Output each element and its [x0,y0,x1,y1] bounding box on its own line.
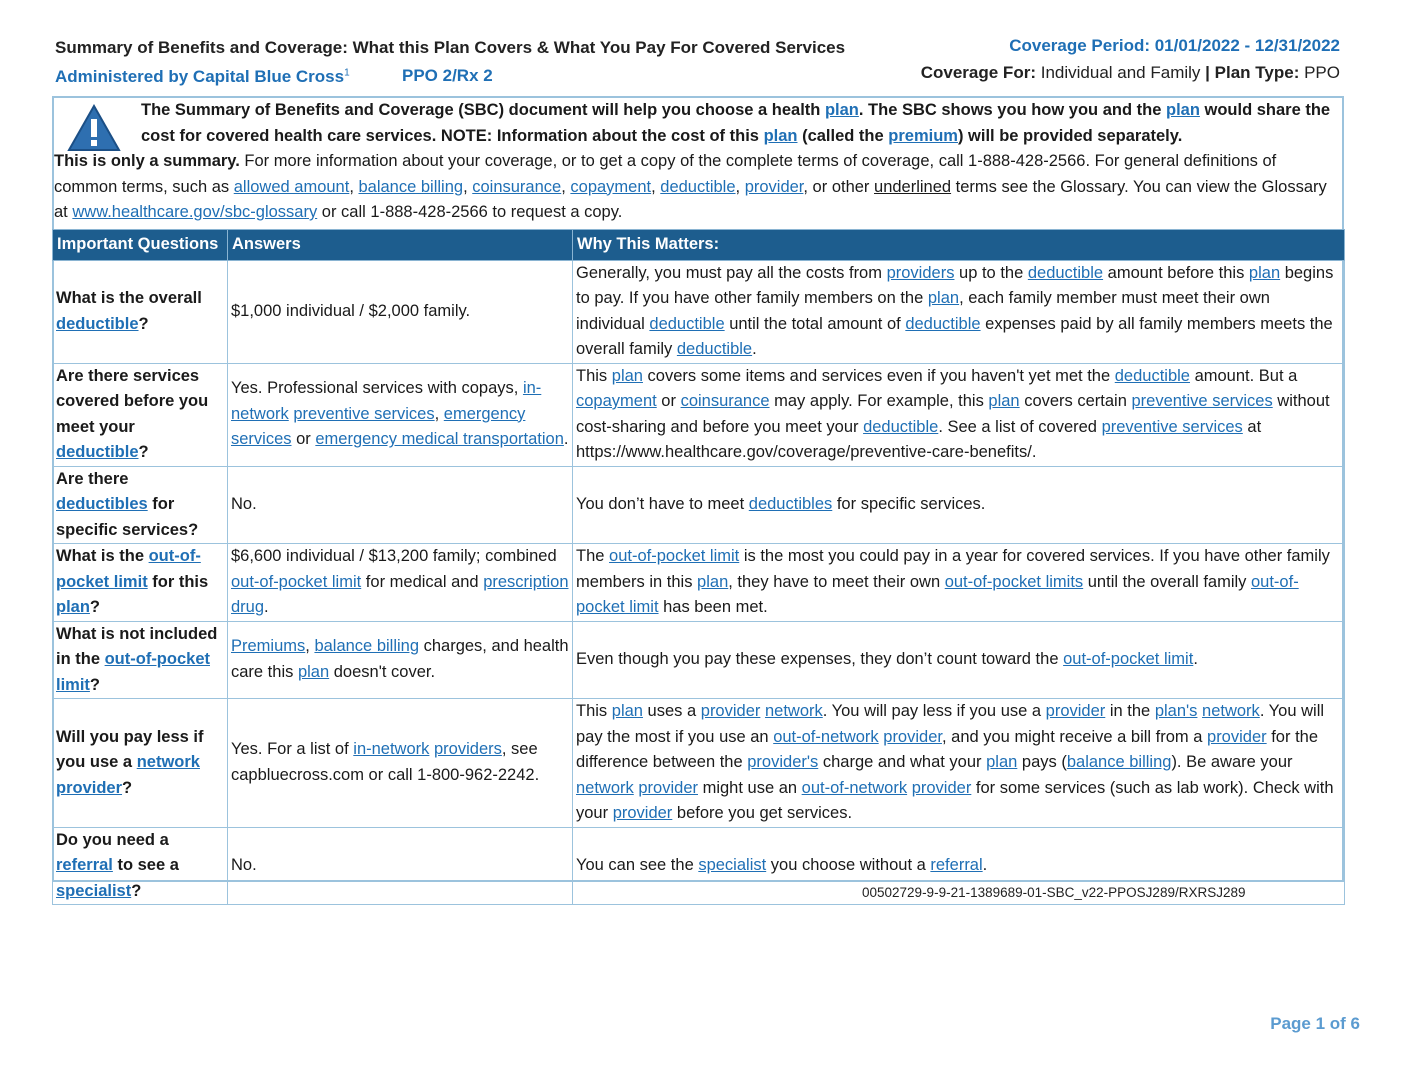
coverage-period: Coverage Period: 01/01/2022 - 12/31/2022 [1009,36,1340,55]
why-cell [573,466,1345,544]
cell-text: or [656,392,681,410]
glossary-term-link[interactable]: provider [700,702,761,720]
answer-cell [228,260,573,363]
footnote-marker: 1 [344,67,350,79]
why-cell [573,260,1345,363]
glossary-term-link[interactable]: plan [988,392,1020,410]
cell-text: . See a list of covered [938,417,1102,436]
cell-text: . [752,340,757,358]
glossary-term-link[interactable]: deductible [649,314,725,333]
glossary-term-link[interactable]: deductible [1114,366,1190,385]
glossary-term-link[interactable]: coinsurance [472,177,562,196]
glossary-term-link[interactable]: deductibles [56,495,148,513]
glossary-term-link[interactable]: network [1202,702,1260,720]
glossary-term-link[interactable]: allowed amount [233,177,350,196]
glossary-term-link[interactable]: plan [1248,263,1281,282]
glossary-term-link[interactable]: balance billing [358,177,464,196]
glossary-term-link[interactable]: out-of-pocket limits [944,572,1084,591]
glossary-term-link[interactable]: out-of-pocket limit [56,650,210,694]
cell-text: ? [122,778,133,797]
cell-text: ? [131,881,142,900]
question-cell [53,363,228,466]
glossary-term-link[interactable]: network [764,702,823,720]
cell-text: uses a [642,702,701,720]
glossary-term-link[interactable]: out-of-network [773,727,879,746]
glossary-term-link[interactable]: preventive services [1131,392,1273,410]
cell-text: No. [231,495,257,513]
glossary-term-link[interactable]: out-of-network [801,778,908,797]
glossary-term-link[interactable]: out-of-pocket limit [609,547,740,565]
cell-text: Generally, you must pay all the costs from [576,263,887,282]
column-header: Answers [228,230,573,261]
glossary-term-link[interactable]: network provider [56,753,200,797]
plan-code: PPO 2/Rx 2 [402,66,493,85]
plan-type-label: Plan Type: [1214,63,1300,82]
table-row [53,544,1345,622]
table-row [53,363,1345,466]
cell-text: The [576,547,610,565]
intro-text: . The SBC shows you how you and the [858,101,1166,119]
cell-text: No. [231,856,257,874]
cell-text: expenses paid by all family members meets the overall family [576,314,1333,358]
glossary-term-link[interactable]: plan's [1154,702,1198,720]
cell-text: covers certain [1019,392,1132,410]
glossary-term-link[interactable]: plan [297,662,330,681]
cell-text: covers some items and services even if you haven't yet met the [642,366,1115,385]
cell-text: Will you pay less if you use a [56,727,204,771]
answer-cell [228,363,573,466]
cell-text: What is not included in the [56,624,218,668]
glossary-term-link[interactable]: provider [1207,727,1267,746]
cell-text: This [576,702,612,720]
glossary-term-link[interactable]: plan [986,753,1018,771]
column-header: Why This Matters: [573,230,1345,261]
cell-text: might use an [698,778,802,797]
document-code: 00502729-9-9-21-1389689-01-SBC_v22-PPOSJ289/RXRSJ289 [862,885,1246,900]
cell-text: doesn't cover. [329,662,436,681]
cell-text: . You will pay less if you use a [822,702,1046,720]
cell-text: or [291,430,316,449]
cell-text: in the [1105,702,1155,720]
cell-text: You can see the [576,856,699,874]
glossary-url-link[interactable]: www.healthcare.gov/sbc-glossary [72,203,318,221]
important-questions-table [52,229,1345,905]
cell-text: Are there services covered before you meet your [56,366,209,436]
cell-text: , [434,404,444,423]
intro-text: (called the [797,126,889,145]
glossary-term-link[interactable]: plan [697,572,729,591]
glossary-term-link[interactable]: deductible [676,340,753,358]
table-row [53,466,1345,544]
cell-text: ? [89,598,101,616]
glossary-term-link[interactable]: out-of-pocket limit [576,572,1299,616]
table-row [53,260,1345,363]
cell-text: before you get services. [672,804,853,822]
intro-text: would share the cost for covered health care services. NOTE: Information about the cost of this [141,101,1331,145]
glossary-term-link[interactable]: prescription drug [231,572,569,616]
glossary-term-link[interactable]: balance billing [1066,753,1172,771]
question-cell [53,827,228,905]
cell-text: up to the [954,263,1028,282]
table-header-row [53,230,1345,261]
separator: | [1205,63,1210,82]
intro-notice [141,98,1336,149]
cell-text: Are there [56,469,129,488]
cell-text: ? [89,675,101,694]
glossary-term-link[interactable]: deductible [660,177,736,196]
cell-text: at https://www.healthcare.gov/coverage/preventive-care-benefits/. [576,417,1262,461]
glossary-term-link[interactable]: provider [1045,702,1106,720]
cell-text: . [982,856,988,874]
table-row [53,621,1345,699]
page-number: Page 1 of 6 [1270,1014,1360,1033]
cell-text: charges, and health care this [231,637,569,681]
why-cell [573,544,1345,622]
administrator-text: Administered by Capital Blue Cross [55,67,345,86]
cell-text: for specific services. [832,495,986,513]
cell-text: amount. But a [1189,366,1298,385]
intro-box [54,98,1342,229]
intro-text: , or other [803,177,875,196]
cell-text: for the difference between the [576,727,1319,771]
cell-text: may apply. For example, this [769,392,989,410]
question-cell [53,699,228,828]
coverage-for-value: Individual and Family [1040,63,1201,82]
intro-text: For more information about your coverage, or to get a copy of the complete terms of coverage, call 1-888-428-2566. For general definitions of common terms, such as [54,152,1277,196]
warning-triangle-icon [67,104,121,152]
intro-text: or call 1-888-428-2566 to request a copy. [317,203,623,221]
glossary-term-link[interactable]: provider [612,804,673,822]
cell-text: to see a [112,856,179,874]
cell-text: $6,600 individual / $13,200 family; combined [231,547,557,565]
glossary-term-link[interactable]: plan [927,289,960,307]
cell-text: You don’t have to meet [576,495,749,513]
cell-text: , they have to meet their own [728,572,945,591]
glossary-term-link[interactable]: specialist [56,881,132,900]
cell-text: $1,000 individual / $2,000 family. [231,301,471,320]
glossary-term-link[interactable]: specialist [698,856,767,874]
glossary-term-link[interactable]: out-of-pocket limit [56,547,201,591]
cell-text: pays ( [1017,753,1067,771]
cell-text: ? [138,314,149,333]
glossary-term-link[interactable]: provider [638,778,698,797]
glossary-term-link[interactable]: deductible [56,314,139,333]
glossary-term-link[interactable]: referral [56,856,113,874]
administrator-label [55,67,350,87]
glossary-term-link[interactable]: provider [744,177,804,196]
cell-text: until the total amount of [724,314,906,333]
underlined-word: underlined [874,177,952,196]
premium-link[interactable]: premium [888,126,958,145]
glossary-term-link[interactable]: preventive services [293,404,435,423]
cell-text: . [264,598,269,616]
intro-text: ) will be provided separately. [957,126,1183,145]
cell-text: charge and what your [818,753,987,771]
answer-cell [228,827,573,905]
glossary-term-link[interactable]: plan [611,366,643,385]
glossary-term-link[interactable]: balance billing [314,637,420,656]
cell-text: for some services (such as lab work). Check with your [576,778,1334,822]
answer-cell [228,699,573,828]
intro-text: terms see the Glossary. You can view the Glossary at [54,177,1327,221]
glossary-term-link[interactable]: emergency services [231,404,526,449]
why-cell [573,363,1345,466]
glossary-term-link[interactable]: providers [434,740,502,759]
cell-text: , see capbluecross.com or call 1-800-962-2242. [231,740,540,784]
glossary-term-link[interactable]: providers [886,263,955,282]
cell-text: . [1193,650,1198,668]
cell-text: you choose without a [766,856,931,874]
glossary-term-link[interactable]: plan [611,702,643,720]
cell-text: What is the overall [56,289,202,307]
question-cell [53,544,228,622]
glossary-term-link[interactable]: plan [56,598,90,616]
plan-link[interactable]: plan [1165,101,1200,119]
cell-text: Yes. For a list of [231,740,354,759]
cell-text: for medical and [361,572,484,591]
cell-text: until the overall family [1083,572,1251,591]
cell-text: amount before this [1103,263,1249,282]
cell-text: Do you need a [56,830,169,849]
cell-text: Even though you pay these expenses, they don’t count toward the [576,650,1064,668]
cell-text: What is the [56,547,149,565]
plan-link[interactable]: plan [763,126,798,145]
glossary-term-link[interactable]: Premiums [231,637,306,656]
glossary-term-link[interactable]: provider [883,727,942,746]
cell-text: for this [147,572,209,591]
glossary-term-link[interactable]: emergency medical transportation [315,430,564,449]
glossary-term-link[interactable]: preventive services [1101,417,1243,436]
cell-text: This [576,366,612,385]
coverage-for [921,63,1340,83]
intro-text: The Summary of Benefits and Coverage (SBC) document will help you choose a health [141,101,825,119]
answer-cell [228,621,573,699]
cell-text: for specific services? [56,495,199,539]
glossary-term-link[interactable]: deductible [905,314,981,333]
cell-text: has been met. [658,598,768,616]
answer-cell [228,466,573,544]
question-cell [53,260,228,363]
cell-text: without cost-sharing and before you meet your [576,392,1330,436]
why-cell [573,699,1345,828]
cell-text: , and you might receive a bill from a [941,727,1208,746]
question-cell [53,466,228,544]
cell-text: , each family member must meet their own individual [576,289,1270,333]
glossary-term-link[interactable]: deductible [863,417,939,436]
cell-text: begins to pay. If you have other family members on the [576,263,1334,307]
glossary-term-link[interactable]: out-of-pocket limit [231,572,362,591]
summary-heading: This is only a summary. [54,152,240,170]
column-header: Important Questions [53,230,228,261]
question-cell [53,621,228,699]
glossary-term-link[interactable]: copayment [576,392,657,410]
glossary-term-link[interactable]: out-of-pocket limit [1063,650,1194,668]
cell-text: , [305,637,315,656]
glossary-term-link[interactable]: in-network [231,379,542,423]
glossary-term-link[interactable]: network [576,778,634,797]
why-cell [573,621,1345,699]
glossary-term-link[interactable]: referral [930,856,983,874]
glossary-term-link[interactable]: provider [911,778,972,797]
glossary-term-link[interactable]: copayment [570,177,652,196]
plan-type-value: PPO [1304,63,1340,82]
glossary-term-link[interactable]: deductibles [748,495,833,513]
glossary-term-link[interactable]: in-network [353,740,430,759]
cell-text: . [563,430,569,449]
intro-summary: This is only a summary. For more information about your coverage, or to get a copy of the complete terms of coverage, call 1-888-428-2566. For general definitions of common terms, such as allowed amount, balance billing, coinsurance, copayment, deductible, provider, or other underlined terms see the Glossary. You can view the Glossary at www.healthcare.gov/sbc-glossary or call 1-888-428-2566 to request a copy. [54,152,1327,221]
cell-text: ? [138,443,149,461]
glossary-term-link[interactable]: provider's [747,753,819,771]
cell-text: is the most you could pay in a year for covered services. If you have other family members in this [576,547,1330,591]
coverage-for-label: Coverage For: [920,63,1036,82]
plan-link[interactable]: plan [824,101,859,119]
cell-text: ). Be aware your [1171,753,1293,771]
glossary-term-link[interactable]: deductible [1027,263,1104,282]
cell-text: Yes. Professional services with copays, [231,379,523,398]
glossary-term-link[interactable]: coinsurance [680,392,770,410]
table-row [53,699,1345,828]
answer-cell [228,544,573,622]
glossary-term-link[interactable]: deductible [56,443,139,461]
document-title: Summary of Benefits and Coverage: What this Plan Covers & What You Pay For Covered Services [55,38,846,57]
cell-text: . You will pay the most if you use an [576,702,1325,746]
